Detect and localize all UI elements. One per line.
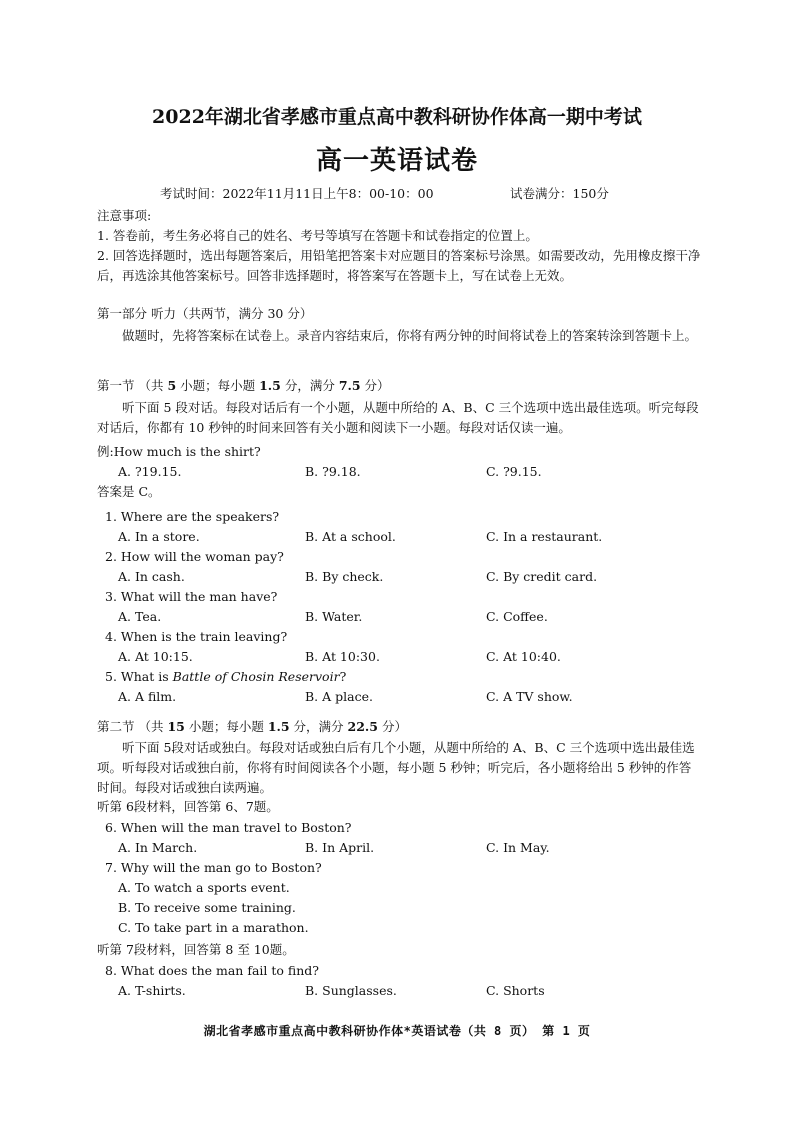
example-option-b: B. ?9.18. xyxy=(305,464,361,479)
question-7-option-c: C. To take part in a marathon. xyxy=(118,920,309,935)
question-7: 7. Why will the man go to Boston? xyxy=(105,860,322,875)
question-5-option-b: B. A place. xyxy=(305,689,373,704)
example-option-c: C. ?9.15. xyxy=(486,464,542,479)
notes-heading: 注意事项: xyxy=(97,208,152,223)
question-3-option-c: C. Coffee. xyxy=(486,609,548,624)
question-5-option-a: A. A film. xyxy=(118,689,177,704)
section1-heading: 第一节 （共 5 小题；每小题 1.5 分，满分 7.5 分） xyxy=(97,378,390,393)
question-4-option-a: A. At 10:15. xyxy=(118,649,193,664)
question-1-option-a: A. In a store. xyxy=(118,529,200,544)
question-7-option-a: A. To watch a sports event. xyxy=(118,880,290,895)
full-score: 试卷满分：150分 xyxy=(510,186,609,201)
exam-time: 考试时间：2022年11月11日上午8：00-10：00 xyxy=(160,186,434,201)
question-2-option-b: B. By check. xyxy=(305,569,384,584)
section2-instruction: 听下面 5段对话或独白。每段对话或独白后有几个小题，从题中所给的 A、B、C 三个选项中选出最佳选项。听每段对话或独白前，你将有时间阅读各个小题，每小题 5 秒钟；听完后，各小题将给出 5 秒钟的作答时间。每段对话或独白读两遍。 xyxy=(97,740,695,795)
question-1: 1. Where are the speakers? xyxy=(105,509,280,524)
question-7-option-b: B. To receive some training. xyxy=(118,900,296,915)
question-2-option-a: A. In cash. xyxy=(118,569,185,584)
question-8: 8. What does the man fail to find? xyxy=(105,963,319,978)
exam-title: 2022年湖北省孝感市重点高中教科研协作体高一期中考试 xyxy=(152,106,642,128)
question-3-option-a: A. Tea. xyxy=(118,609,162,624)
question-8-option-c: C. Shorts xyxy=(486,983,545,998)
question-3-option-b: B. Water. xyxy=(305,609,363,624)
page-footer: 湖北省孝感市重点高中教科研协作体*英语试卷（共 8 页） 第 1 页 xyxy=(203,1024,591,1038)
notes-item-1: 1. 答卷前，考生务必将自己的姓名、考号等填写在答题卡和试卷指定的位置上。 xyxy=(97,228,538,243)
question-2: 2. How will the woman pay? xyxy=(105,549,284,564)
notes-item-2: 2. 回答选择题时，选出每题答案后，用铅笔把答案卡对应题目的答案标号涂黑。如需要改动，先用橡皮擦干净后，再选涂其他答案标号。回答非选择题时，将答案写在答题卡上，写在试卷上无效。 xyxy=(97,248,701,283)
part1-instruction: 做题时，先将答案标在试卷上。录音内容结束后，你将有两分钟的时间将试卷上的答案转涂到答题卡上。 xyxy=(122,328,698,343)
question-1-option-c: C. In a restaurant. xyxy=(486,529,603,544)
exam-subtitle: 高一英语试卷 xyxy=(315,146,478,176)
question-4: 4. When is the train leaving? xyxy=(105,629,288,644)
question-8-option-b: B. Sunglasses. xyxy=(305,983,397,998)
question-5-option-c: C. A TV show. xyxy=(486,689,573,704)
section2-heading: 第二节 （共 15 小题；每小题 1.5 分，满分 22.5 分） xyxy=(97,719,407,734)
question-4-option-c: C. At 10:40. xyxy=(486,649,561,664)
material-7-heading: 听第 7段材料，回答第 8 至 10题。 xyxy=(97,942,295,957)
question-3: 3. What will the man have? xyxy=(105,589,278,604)
question-6-option-a: A. In March. xyxy=(118,840,198,855)
section1-instruction: 听下面 5 段对话。每段对话后有一个小题，从题中所给的 A、B、C 三个选项中选出最佳选项。听完每段对话后，你都有 10 秒钟的时间来回答有关小题和阅读下一小题。每段对话仅读一遍。 xyxy=(97,400,699,435)
question-8-option-a: A. T-shirts. xyxy=(118,983,186,998)
question-6-option-b: B. In April. xyxy=(305,840,375,855)
material-6-heading: 听第 6段材料，回答第 6、7题。 xyxy=(97,799,279,814)
question-6-option-c: C. In May. xyxy=(486,840,550,855)
question-4-option-b: B. At 10:30. xyxy=(305,649,380,664)
question-6: 6. When will the man travel to Boston? xyxy=(105,820,352,835)
question-1-option-b: B. At a school. xyxy=(305,529,396,544)
part1-heading: 第一部分 听力（共两节，满分 30 分） xyxy=(97,306,313,321)
example-question: 例:How much is the shirt? xyxy=(97,444,261,459)
question-5: 5. What is Battle of Chosin Reservoir? xyxy=(105,669,347,684)
example-option-a: A. ?19.15. xyxy=(118,464,182,479)
example-answer: 答案是 C。 xyxy=(97,484,161,499)
question-2-option-c: C. By credit card. xyxy=(486,569,598,584)
